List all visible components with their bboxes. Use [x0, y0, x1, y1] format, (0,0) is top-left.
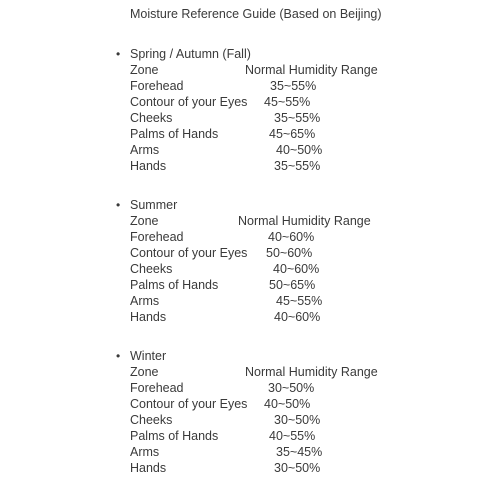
- season-name: Winter: [130, 349, 167, 363]
- table-row: [0, 159, 480, 175]
- range-cell: 45~55%: [264, 95, 311, 109]
- range-cell: 40~60%: [273, 262, 320, 276]
- season-heading: [116, 47, 251, 61]
- zone-cell: Cheeks: [130, 262, 173, 276]
- zone-header: Zone: [130, 63, 159, 77]
- range-cell: 45~55%: [276, 294, 323, 308]
- bullet-icon: •: [116, 349, 121, 363]
- range-cell: 40~60%: [274, 310, 321, 324]
- table-header-row: [0, 214, 480, 230]
- range-cell: 30~50%: [274, 413, 321, 427]
- range-cell: 30~50%: [274, 461, 321, 475]
- zone-cell: Contour of your Eyes: [130, 95, 248, 109]
- page-title: Moisture Reference Guide (Based on Beijing): [130, 7, 382, 21]
- table-row: [0, 397, 480, 413]
- zone-cell: Arms: [130, 294, 160, 308]
- season-heading: [116, 198, 178, 212]
- zone-cell: Contour of your Eyes: [130, 397, 248, 411]
- zone-cell: Arms: [130, 445, 160, 459]
- table-row: [0, 294, 480, 310]
- range-cell: 35~45%: [276, 445, 323, 459]
- zone-cell: Contour of your Eyes: [130, 246, 248, 260]
- table-row: [0, 278, 480, 294]
- zone-cell: Palms of Hands: [130, 429, 219, 443]
- season-name: Summer: [130, 198, 178, 212]
- range-header: Normal Humidity Range: [238, 214, 371, 228]
- zone-header: Zone: [130, 365, 159, 379]
- range-cell: 40~50%: [276, 143, 323, 157]
- range-cell: 35~55%: [274, 111, 321, 125]
- range-cell: 50~60%: [266, 246, 313, 260]
- range-cell: 30~50%: [268, 381, 315, 395]
- table-row: [0, 445, 480, 461]
- table-header-row: [0, 63, 480, 79]
- bullet-icon: •: [116, 47, 121, 61]
- range-cell: 35~55%: [274, 159, 321, 173]
- range-header: Normal Humidity Range: [245, 63, 378, 77]
- range-cell: 40~55%: [269, 429, 316, 443]
- range-cell: 45~65%: [269, 127, 316, 141]
- zone-cell: Palms of Hands: [130, 278, 219, 292]
- bullet-icon: •: [116, 198, 121, 212]
- zone-cell: Arms: [130, 143, 160, 157]
- table-row: [0, 230, 480, 246]
- zone-cell: Forehead: [130, 381, 184, 395]
- range-cell: 40~50%: [264, 397, 311, 411]
- zone-cell: Cheeks: [130, 413, 173, 427]
- season-heading: [116, 349, 167, 363]
- zone-cell: Palms of Hands: [130, 127, 219, 141]
- table-row: [0, 381, 480, 397]
- zone-cell: Forehead: [130, 79, 184, 93]
- zone-cell: Forehead: [130, 230, 184, 244]
- table-row: [0, 111, 480, 127]
- zone-cell: Cheeks: [130, 111, 173, 125]
- table-row: [0, 246, 480, 262]
- table-row: [0, 310, 480, 326]
- range-cell: 40~60%: [268, 230, 315, 244]
- table-row: [0, 79, 480, 95]
- zone-cell: Hands: [130, 461, 167, 475]
- table-row: [0, 413, 480, 429]
- zone-cell: Hands: [130, 310, 167, 324]
- table-row: [0, 429, 480, 445]
- table-row: [0, 143, 480, 159]
- zone-header: Zone: [130, 214, 159, 228]
- table-row: [0, 461, 480, 477]
- table-row: [0, 127, 480, 143]
- table-header-row: [0, 365, 480, 381]
- table-row: [0, 262, 480, 278]
- zone-cell: Hands: [130, 159, 167, 173]
- range-cell: 35~55%: [270, 79, 317, 93]
- range-header: Normal Humidity Range: [245, 365, 378, 379]
- range-cell: 50~65%: [269, 278, 316, 292]
- table-row: [0, 95, 480, 111]
- season-name: Spring / Autumn (Fall): [130, 47, 251, 61]
